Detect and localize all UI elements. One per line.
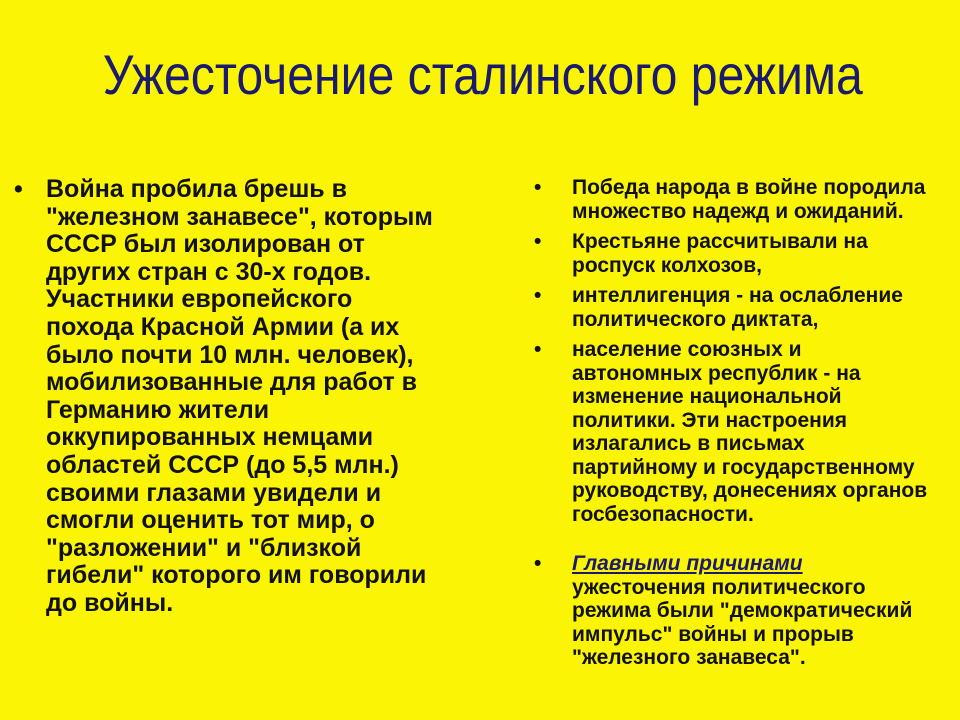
conclusion-emphasis-line (572, 552, 960, 576)
right-text-line: Победа народа в войне породила (572, 176, 926, 199)
left-text-line: до войны. (46, 588, 174, 617)
bullet-point: • (534, 284, 542, 307)
left-text-line: Участники европейского (46, 285, 353, 314)
left-text-line: похода Красной Армии (а их (46, 312, 400, 341)
left-text-line: "разложении" и "близкой (46, 533, 362, 562)
right-text-line: излагались в письмах (572, 432, 805, 455)
left-text-line: областей СССР (до 5,5 млн.) (46, 450, 399, 479)
left-text-line: смогли оценить тот мир, о (46, 506, 375, 535)
right-bullet-item (530, 284, 960, 331)
right-text-line: госбезопасности. (572, 502, 754, 526)
right-text-line: ужесточения политического (572, 575, 866, 599)
bullet-point: • (534, 176, 542, 199)
right-text-line: роспуск колхозов, (572, 253, 762, 277)
left-text-line: Война пробила брешь в (46, 175, 347, 203)
right-text-line: "железного занавеса". (572, 646, 806, 669)
bullet-point: • (534, 338, 542, 361)
conclusion-bullet-item (530, 552, 960, 670)
right-bullet-item (530, 338, 960, 526)
bullet-point: • (14, 175, 23, 203)
right-bullet-item (530, 230, 960, 277)
left-text-line: было почти 10 млн. человек), (46, 340, 414, 369)
bullet-point: • (534, 552, 542, 575)
main-causes-emphasis: Главными причинами (572, 552, 803, 575)
left-bullet-item (14, 176, 484, 618)
right-column (530, 176, 960, 677)
right-text-line: население союзных и (572, 338, 802, 361)
left-text-line: других стран с 30-х годов. (46, 257, 372, 286)
left-text-line: "железном занавесе", которым (46, 202, 433, 231)
right-text-line: Крестьяне рассчитывали на (572, 230, 868, 253)
right-text-line: режима были "демократический (572, 599, 913, 622)
right-text-line: политического диктата, (572, 307, 819, 331)
left-text-line: гибели" которого им говорили (46, 561, 427, 590)
left-text-line: СССР был изолирован от (46, 230, 365, 259)
bullet-point: • (534, 230, 542, 253)
right-text-line: импульс" войны и прорыв (572, 622, 854, 646)
left-text-line: своими глазами увидели и (46, 478, 382, 507)
slide-title: Ужесточение сталинского режима (102, 43, 863, 106)
right-text-line: руководству, донесениях органов (572, 479, 928, 502)
right-text-line: автономных республик - на (572, 361, 861, 385)
right-text-line: изменение национальной (572, 385, 842, 408)
right-text-line: интеллигенция - на ослабление (572, 284, 903, 307)
right-text-line: партийному и государственному (572, 455, 915, 479)
left-column (14, 176, 484, 618)
left-text-line: оккупированных немцами (46, 423, 374, 452)
right-text-line: множество надежд и ожиданий. (572, 199, 904, 223)
right-text-line: политики. Эти настроения (572, 408, 847, 432)
right-bullet-item (530, 176, 960, 223)
left-text-line: мобилизованные для работ в (46, 368, 418, 397)
left-text-line: Германию жители (46, 395, 270, 424)
